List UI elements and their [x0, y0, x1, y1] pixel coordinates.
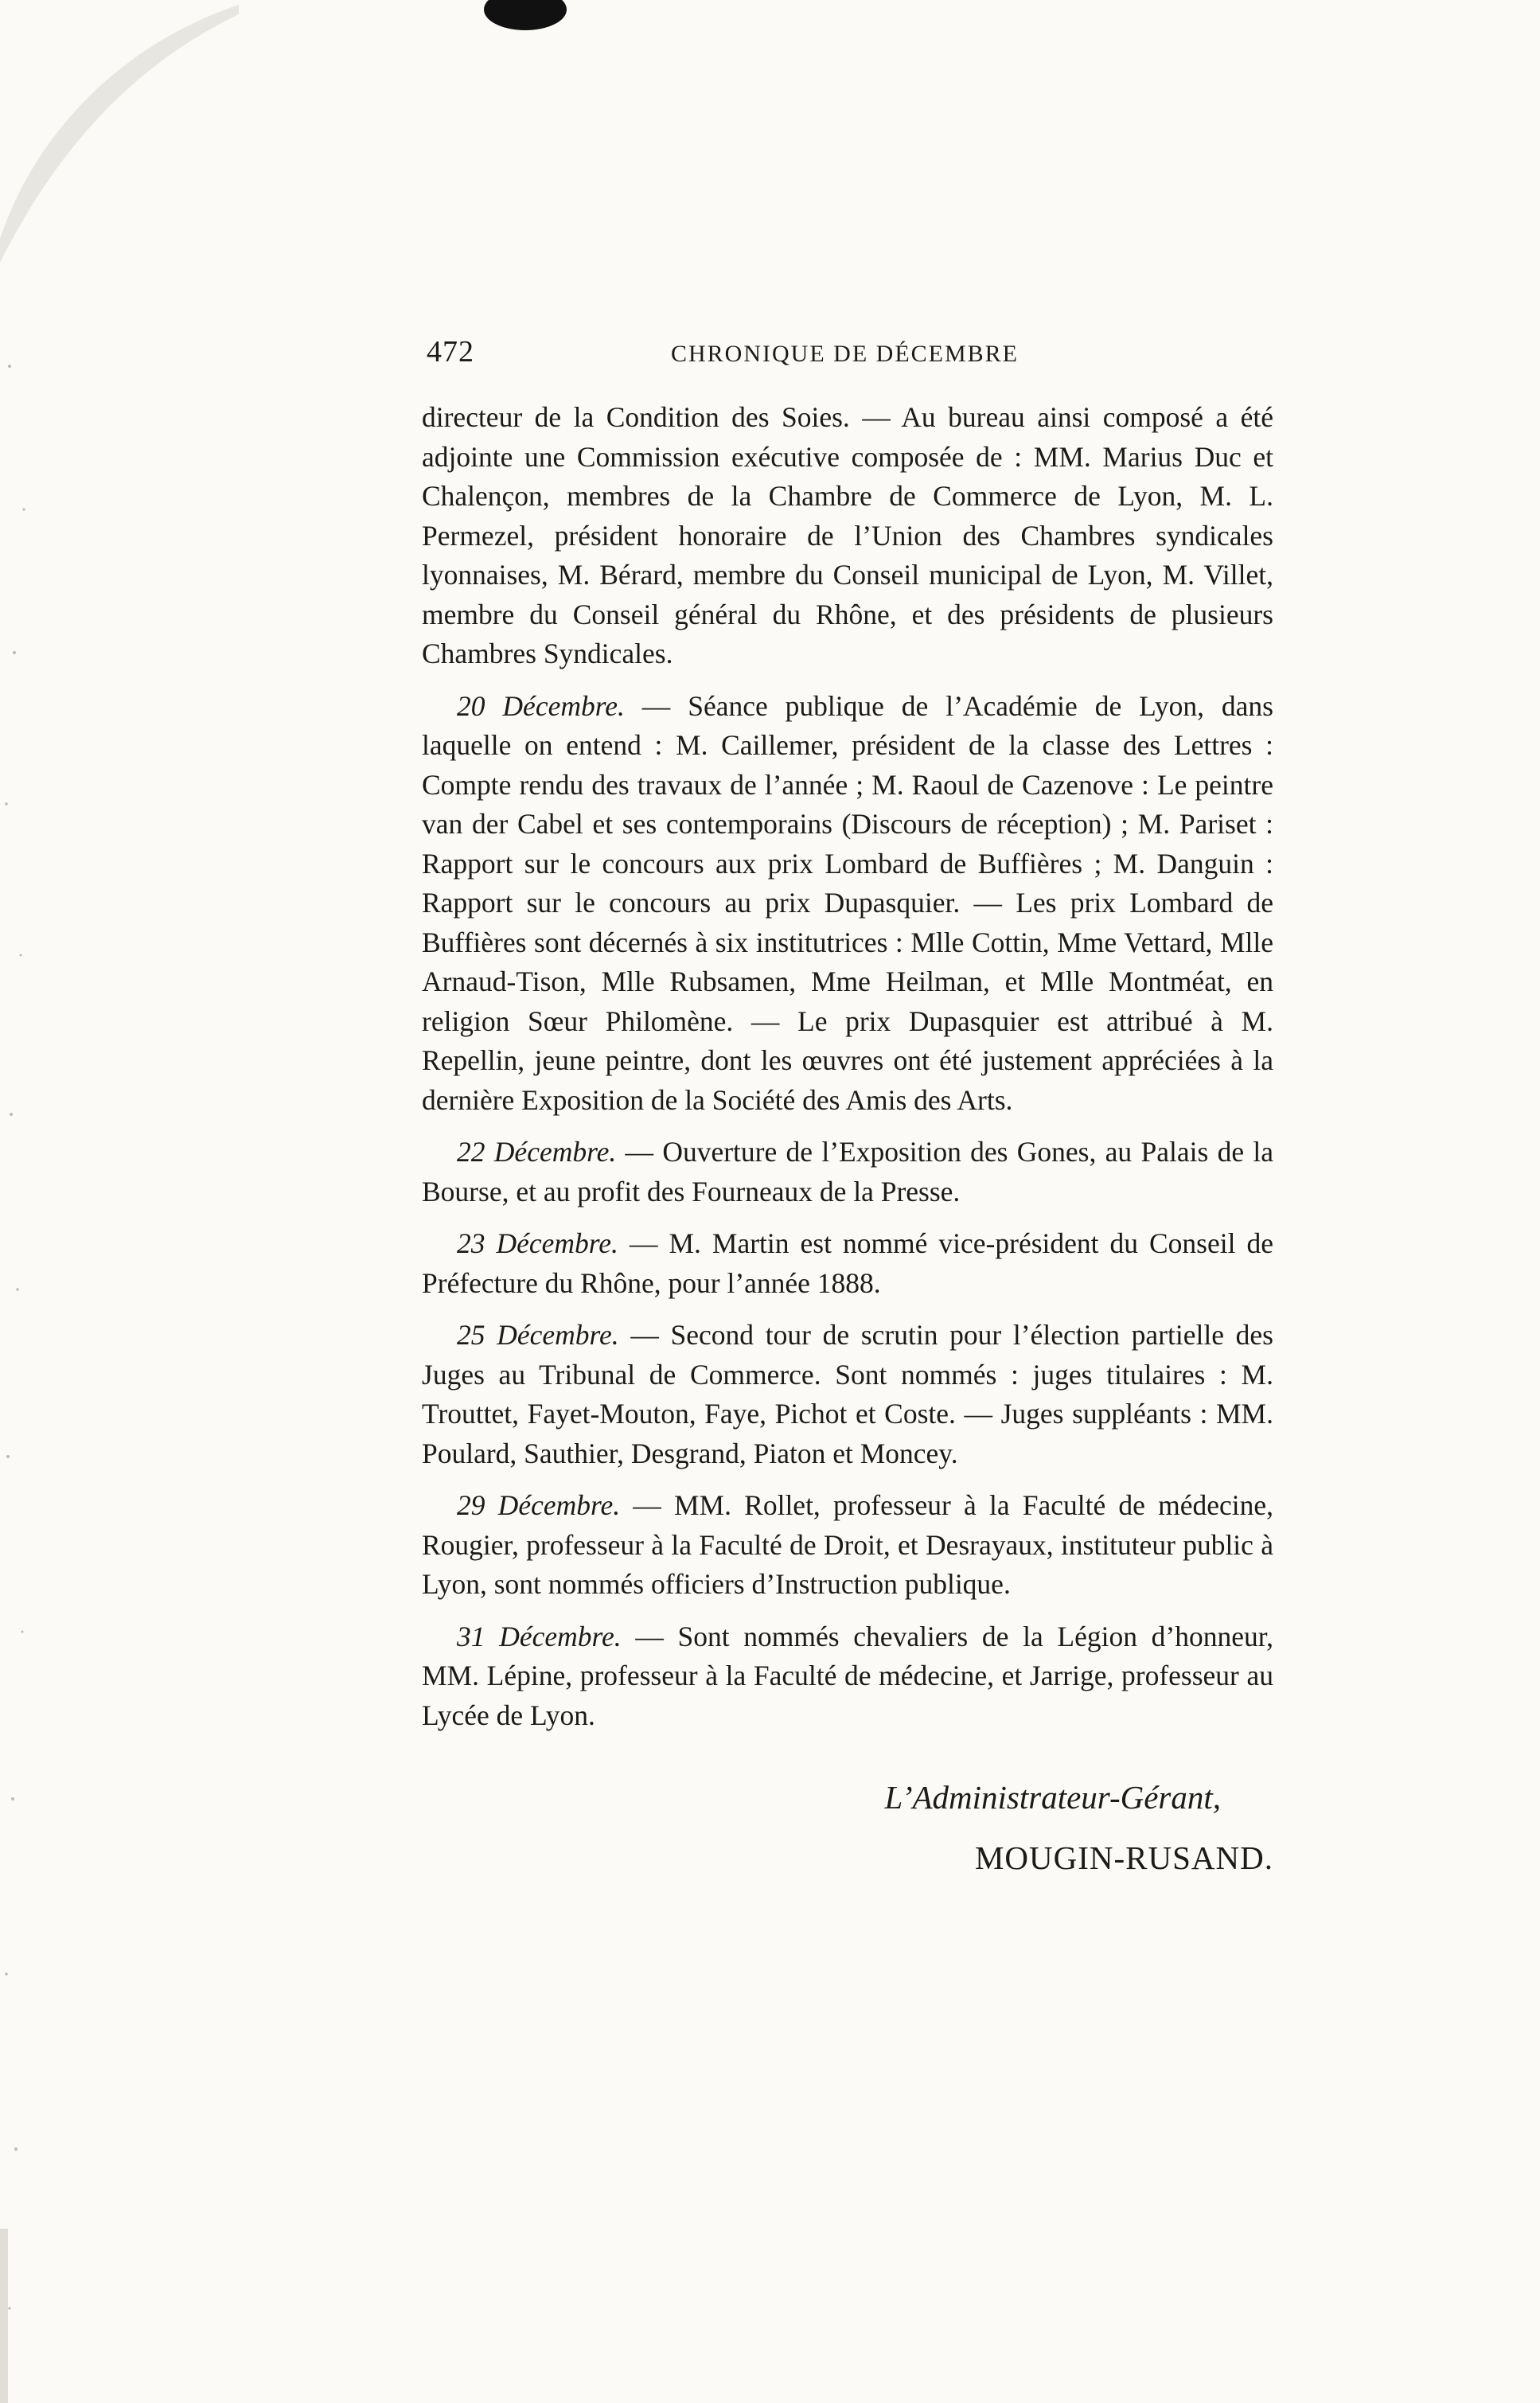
- signature-role: L’Administrateur-Gérant,: [884, 1779, 1221, 1816]
- entry-paragraph: [422, 398, 1273, 674]
- entry-paragraph: [422, 687, 1273, 1121]
- entry-date: 22 Décembre.: [457, 1136, 617, 1168]
- entry-text: directeur de la Condition des Soies. — Au bureau ainsi composé a été adjointe une Commission exécutive composée de : MM. Marius Duc et Chalençon, membres de la Chambre de Commerce de Lyon, M. L. Permezel, président honoraire de l’Union des Chambres syndicales lyonnaises, M. Bérard, membre du Conseil municipal de Lyon, M. Villet, membre du Conseil général du Rhône, et des présidents de plusieurs Chambres Syndicales.: [422, 401, 1273, 669]
- entry-text: — M. Martin est nommé vice-président du Conseil de Préfecture du Rhône, pour l’année 1888.: [422, 1227, 1273, 1299]
- entry-date: 23 Décembre.: [457, 1227, 618, 1259]
- entry-date: 25 Décembre.: [457, 1319, 619, 1351]
- page-content: [422, 334, 1273, 1882]
- running-title: CHRONIQUE DE DÉCEMBRE: [671, 341, 1019, 367]
- entry-text: — Sont nommés chevaliers de la Légion d’honneur, MM. Lépine, professeur à la Faculté de médecine, et Jarrige, professeur au Lycée de Lyon.: [422, 1620, 1273, 1731]
- entry-date: 20 Décembre.: [457, 689, 625, 722]
- running-head: [422, 334, 1273, 382]
- signature-name: MOUGIN-RUSAND.: [974, 1839, 1273, 1876]
- page-number: 472: [427, 335, 474, 369]
- entry-text: — MM. Rollet, professeur à la Faculté de médecine, Rougier, professeur à la Faculté de Droit, et Desrayaux, instituteur public à Lyon, sont nommés officiers d’Instruction publique.: [422, 1489, 1273, 1600]
- entry-date: 29 Décembre.: [457, 1489, 621, 1521]
- corner-fold-shadow: [0, 5, 239, 263]
- entry-date: 31 Décembre.: [457, 1620, 622, 1652]
- ink-blot-top: [484, 0, 567, 30]
- entry-paragraph: [422, 1224, 1273, 1303]
- entry-text: — Second tour de scrutin pour l’élection partielle des Juges au Tribunal de Commerce. Sont nommés : juges titulaires : M. Trouttet, Fayet-Mouton, Faye, Pichot et Coste. — Juges suppléants : MM. Poulard, Sauthier, Desgrand, Piaton et Moncey.: [422, 1319, 1273, 1469]
- entry-text: — Séance publique de l’Académie de Lyon, dans laquelle on entend : M. Caillemer, président de la classe des Lettres : Compte rendu des travaux de l’année ; M. Raoul de Cazenove : Le peintre van der Cabel et ses contemporains (Discours de réception) ; M. Pariset : Rapport sur le concours aux prix Lombard de Buffières ; M. Danguin : Rapport sur le concours au prix Dupasquier. — Les prix Lombard de Buffières sont décernés à six institutrices : Mlle Cottin, Mme Vettard, Mlle Arnaud-Tison, Mlle Rubsamen, Mme Heilman, et Mlle Montméat, en religion Sœur Philomène. — Le prix Dupasquier est attribué à M. Repellin, jeune peintre, dont les œuvres ont été justement appréciées à la dernière Exposition de la Société des Amis des Arts.: [422, 689, 1273, 1116]
- signature-block: [422, 1775, 1273, 1882]
- entry-text: — Ouverture de l’Exposition des Gones, au Palais de la Bourse, et au profit des Fourneaux de la Presse.: [422, 1136, 1273, 1207]
- entry-paragraph: [422, 1316, 1273, 1473]
- left-edge-specks: [5, 365, 25, 2310]
- entry-paragraph: [422, 1617, 1273, 1736]
- left-edge-shadow: [0, 2229, 8, 2403]
- entry-paragraph: [422, 1133, 1273, 1211]
- entry-paragraph: [422, 1486, 1273, 1605]
